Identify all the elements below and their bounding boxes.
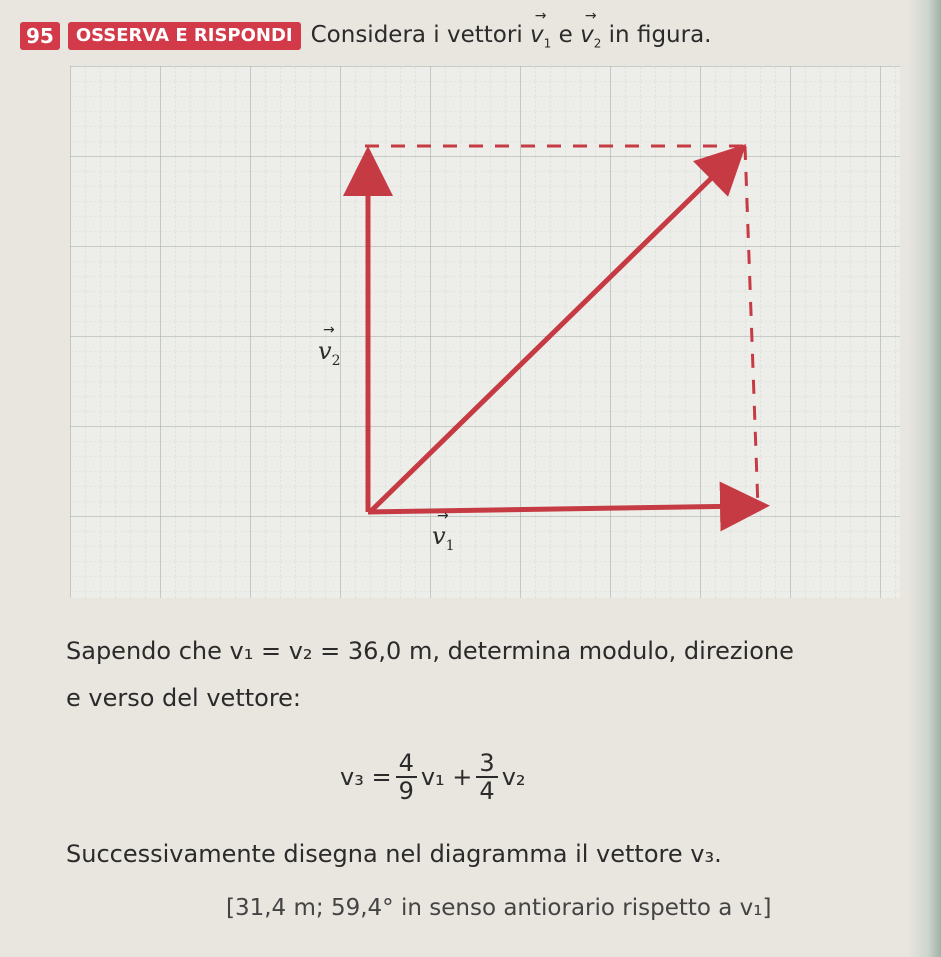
vector-diagram <box>70 66 900 598</box>
formula-term-2: v₂ <box>501 763 526 791</box>
vec-v1: → $v_1$ <box>530 22 551 51</box>
label-v2: $v_2$ <box>318 337 341 369</box>
vec-v2: → $v_2$ <box>580 22 601 51</box>
text-line-2: e verso del vettore: <box>66 684 302 712</box>
label-v1-arrow: → <box>437 508 449 524</box>
formula-lhs: v₃ = <box>340 763 392 791</box>
label-v2-arrow: → <box>323 322 335 338</box>
exercise-prompt: Considera i vettori → $v_1$ $e \to v_2$ in figura. <box>311 22 712 51</box>
answer-text: [31,4 m; 59,4° in senso antiorario rispetto a v₁] <box>226 895 772 921</box>
exercise-tag: OSSERVA E RISPONDI <box>68 22 301 50</box>
page-edge <box>907 0 941 957</box>
fraction-2: $\frac{3}{4}$ <box>476 750 497 804</box>
exercise-number: 95 <box>20 22 60 50</box>
formula-term-1: v₁ + <box>420 763 473 791</box>
grid-lines <box>70 66 900 598</box>
grid-svg <box>70 66 900 598</box>
formula <box>340 750 526 804</box>
label-v1: $v_1$ <box>432 522 455 554</box>
text-line-1: Sapendo che v₁ = v₂ = 36,0 m, determina modulo, direzione <box>66 637 794 665</box>
text-line-3: Successivamente disegna nel diagramma il vettore v₃. <box>66 840 722 868</box>
exercise-header <box>20 16 711 56</box>
fraction-1: $\frac{4}{9}$ <box>396 750 417 804</box>
